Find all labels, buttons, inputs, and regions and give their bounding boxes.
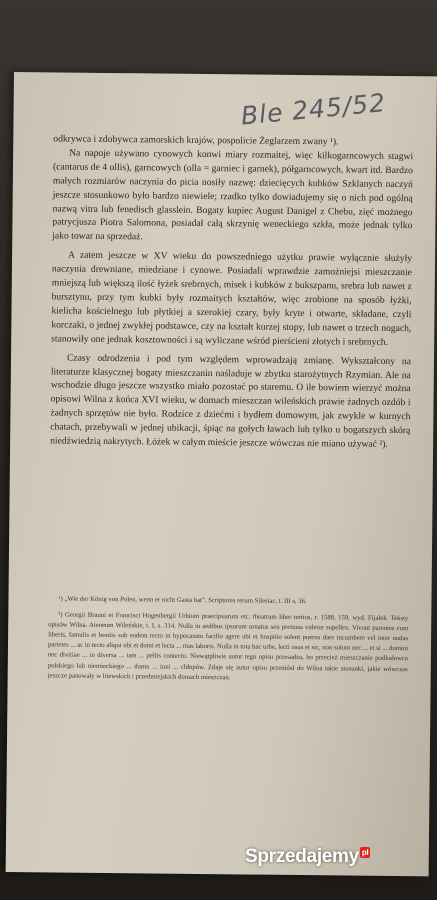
footnotes — [48, 594, 409, 691]
site-watermark — [245, 846, 425, 876]
watermark-badge: pl — [361, 847, 369, 857]
footnote: ²) Georgii Brauni et Francisci Hogenbergii Urbium praecipuarum etc. theatrum liber tertius, r. 1588, 159, wyd. Fijałek. Teksty opisów Wilna. Ateneum Wileńskie, t. I, s. 314. Nulla in aedibus ipsorum ornatus seu pretiosa videtur supellex. Vivunt parentes cum liberis, famulis et bestiis sub eodem tecto in hypocausto facillo agere ubi et hospitio solent pueros dare incumbere vel inter nudas parietes ... ac in tecto aliqui ubi et domi et lecta ... mas laboris. Nulla in tota hac urbe, lecti usus et sic, non solum nec ... et si ... domini nec divitiae ... in diversa ... tam ... pellis contecto. Niewątpliwie autor tego opisu przesadza, bo przecież mieszczanie podlodowca polskiego lub niemieckiego ... domu ... inni ... chłopów. Zdaje się autor opisu przeniósł do Wilna takie stosunki, jakie wówczas jeszcze panowały w litewskich i przedmiejskich domach mieszczan. — [47, 611, 409, 681]
watermark-name: Sprzedajemy — [245, 846, 359, 867]
handwritten-shelfmark: Ble 245/52 — [239, 88, 388, 131]
footnote: ¹) „Wie der König von Polen, wenn er nicht Gasta hat”. Scriptores rerum Silesiac. t. III s. 36. — [58, 595, 307, 606]
book-page — [6, 72, 437, 876]
paragraph: Czasy odrodzenia i pod tym względem wprowadzają zmianę. Wykształcony na literaturze klasycznej bogaty mieszczanin naśladuje w zbytku starożytnych Rzymian. Ale na wschodzie długo jeszcze wszystko miało pozostać po staremu. O ile bowiem wierzyć można opisowi Wilna z końca XVI wieku, w domach mieszczan wileńskich prawie żadnych ozdób i żadnych sprzętów nie było. Rodzice z dziećmi i bydłem domowym, jak zwykle w kurnych chatach, przebywali w jednej ubikacji, śpiąc na gołych ławach lub tylko u bogatszych skórą niedźwiedzią nakrytych. Łóżek w całym mieście jeszcze wówczas nie miano używać ²). — [50, 352, 412, 450]
main-text — [50, 132, 413, 452]
paragraph: Na napoje używano cynowych konwi miary rozmaitej, więc kilkogarncowych stagwi (cantarus de 4 ollis), garncowych (olla = garniec i garnek), półgarncowych, kwart itd. Bardzo małych rozmiarów naczynia do picia nosiły nazwę: dziecięcych kubków Szklanych naczyń jeszcze stosunkowo było bardzo niewiele; rzadko tylko dowiadujemy się o nich pod ogólną nazwą vitra lub fenedisch glasslein. Bogaty kupiec August Danigel z Chebu, zięć możnego patrycjusza Piotra Salomona, posiadał całą skrzynię weneckiego szkła, może jednak tylko jako towar na sprzedaż. — [52, 147, 414, 243]
paragraph: odkrywca i zdobywca zamorskich krajów, pospolicie Żeglarzem zwany ¹). — [53, 133, 339, 148]
paragraph: A zatem jeszcze w XV wieku do powszedniego użytku prawie wyłącznie służyły naczynia drewniane, miedziane i cynowe. Posiadali wprawdzie zamożniejsi mieszczanie mniejszą lub większą ilość łyżek srebrnych, misek i kubków z bukszpanu, srebra lub nawet z bursztynu, przy tym kubki były rozmaitych kształtów, więc zrobione na sposób łyżki, kielicha kościelnego lub płytkiej a szerokiej czary, były kryte i otwarte, składane, czyli korczaki, o jednej zwykłej podstawce, czy na kształt kurzej stopy, lub nawet o trzech nogach, stanowiły one jednak kosztowności i są wyliczane wśród pierścieni złotych i srebrnych. — [51, 249, 413, 348]
